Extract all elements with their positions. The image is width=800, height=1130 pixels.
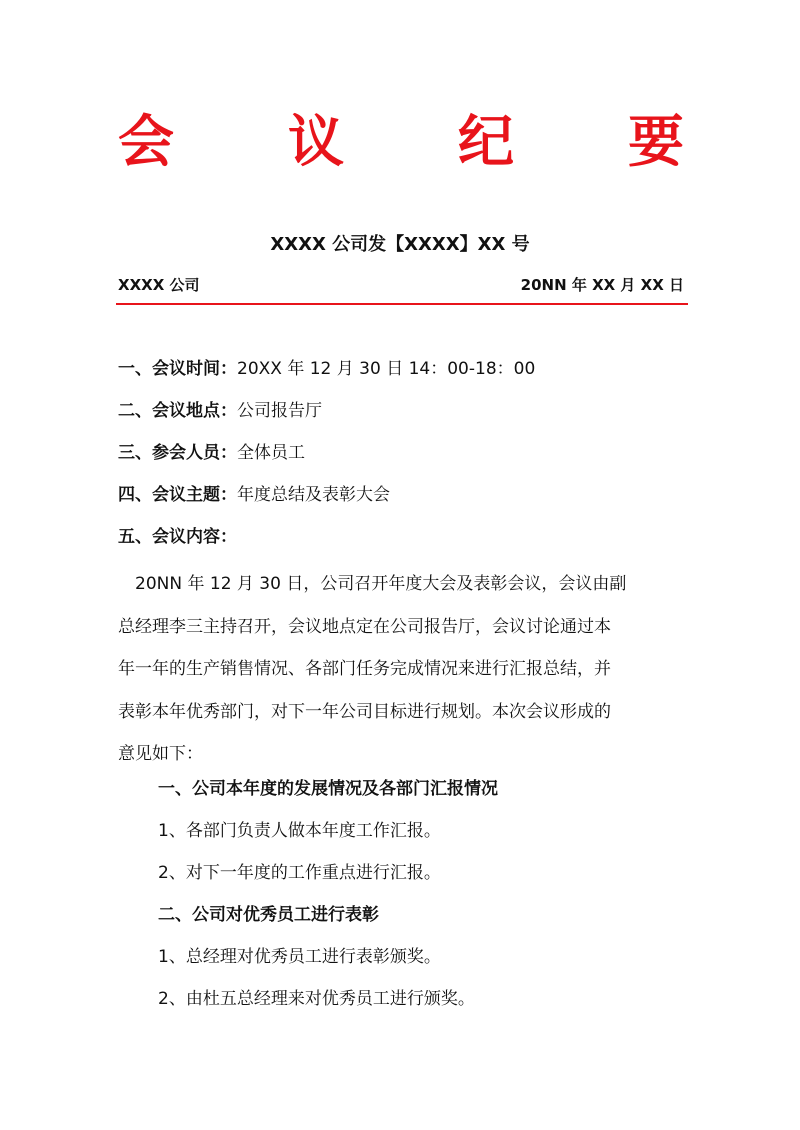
section-heading: 一、公司本年度的发展情况及各部门汇报情况	[158, 779, 498, 799]
field-attendees	[118, 440, 684, 466]
field-meeting-topic	[118, 482, 684, 508]
field-label: 三、参会人员：	[118, 443, 237, 463]
title-char: 纪	[458, 110, 514, 175]
paragraph-line: 年一年的生产销售情况、各部门任务完成情况来进行汇报总结，并	[118, 659, 611, 679]
field-label: 一、会议时间：	[118, 359, 237, 379]
paragraph-line: 意见如下：	[118, 744, 203, 764]
list-item: 1、各部门负责人做本年度工作汇报。	[158, 821, 441, 841]
content-paragraph	[118, 563, 678, 776]
list-item: 2、由杜五总经理来对优秀员工进行颁奖。	[158, 989, 475, 1009]
issuer-company: XXXX 公司	[118, 276, 200, 294]
paragraph-line: 表彰本年优秀部门，对下一年公司目标进行规划。本次会议形成的	[118, 701, 611, 722]
section-heading: 二、公司对优秀员工进行表彰	[158, 905, 379, 925]
field-label: 五、会议内容：	[118, 527, 237, 547]
title-char: 要	[628, 110, 684, 175]
issue-date: 20NN 年 XX 月 XX 日	[520, 276, 684, 294]
title-char: 会	[118, 110, 174, 175]
field-meeting-time	[118, 356, 684, 382]
list-item: 1、总经理对优秀员工进行表彰颁奖。	[158, 947, 441, 967]
document-number: XXXX 公司发【XXXX】XX 号	[270, 234, 530, 255]
list-item: 2、对下一年度的工作重点进行汇报。	[158, 863, 441, 883]
paragraph-line: 20NN 年 12 月 30 日，公司召开年度大会及表彰会议，会议由副	[118, 574, 627, 594]
field-value: 公司报告厅	[237, 401, 322, 421]
field-value: 年度总结及表彰大会	[237, 485, 390, 505]
field-meeting-place	[118, 398, 684, 424]
field-value: 全体员工	[237, 443, 305, 463]
red-divider	[116, 303, 688, 305]
field-meeting-content	[118, 524, 684, 550]
field-label: 四、会议主题：	[118, 485, 237, 505]
document-title	[118, 108, 684, 178]
field-label: 二、会议地点：	[118, 401, 237, 421]
issuer-row	[118, 274, 684, 296]
title-char: 议	[288, 110, 344, 175]
paragraph-line: 总经理李三主持召开，会议地点定在公司报告厅，会议讨论通过本	[118, 616, 611, 637]
field-value: 20XX 年 12 月 30 日 14：00-18：00	[237, 359, 536, 379]
